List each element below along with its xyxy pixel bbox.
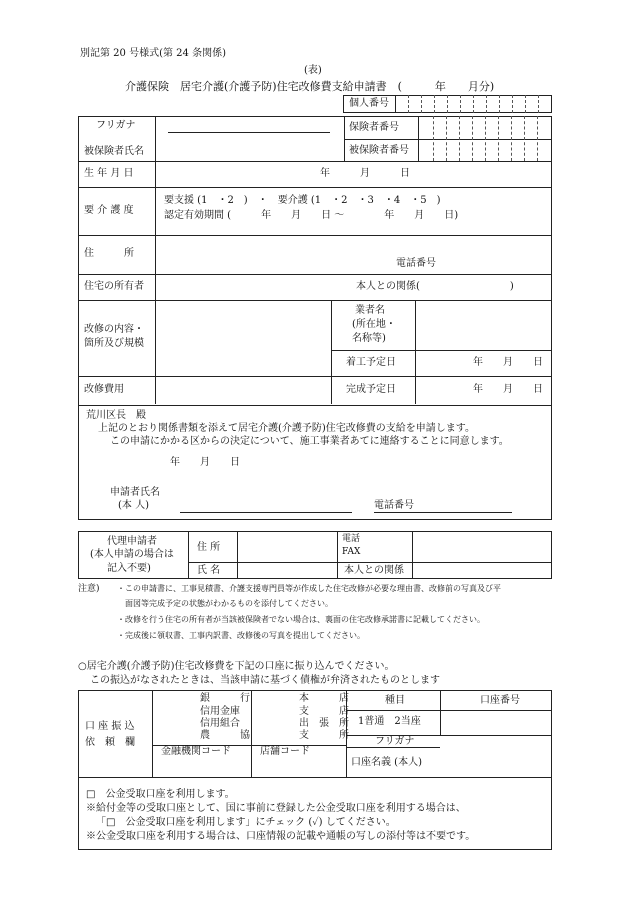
owner-relation: 本人との関係( ): [356, 281, 514, 292]
contents-label-2: 箇所及び規模: [84, 338, 144, 349]
addressee: 荒川区長 殿: [86, 410, 146, 421]
proxy-fax-label: FAX: [342, 547, 361, 557]
digit-separator: [421, 95, 422, 113]
holder-furigana-label: フリガナ: [375, 736, 415, 747]
inst-type: 銀 行: [200, 693, 250, 704]
proxy-label-3: 記入不要): [107, 563, 151, 574]
form-title: 介護保険 居宅介護(介護予防)住宅改修費支給申請書 ( 年 月分): [125, 80, 495, 93]
public-account-note-1: ※給付金等の受取口座として、国に事前に登録した公金受取口座を利用する場合は、: [86, 803, 466, 814]
digit-separator: [473, 95, 474, 113]
notes-label: 注意): [78, 584, 100, 594]
applicant-phone-label: 電話番号: [374, 500, 414, 511]
public-account-note-3: ※公金受取口座を利用する場合は、口座情報の記載や通帳の写しの添付等は不要です。: [86, 831, 476, 842]
branch-type: 支 店: [299, 706, 349, 717]
note-line: ・改修を行う住宅の所有者が当該被保険者でない場合は、裏面の住宅改修承諾書に記載してください。: [117, 615, 485, 624]
public-account-note-2: 「□ 公金受取口座を利用します」にチェック (✓) してください。: [96, 817, 396, 828]
account-number-header: 口座番号: [480, 695, 520, 706]
public-account-checkbox[interactable]: □ 公金受取口座を利用します。: [86, 789, 235, 800]
account-type-header: 種目: [385, 695, 405, 706]
applicant-label-1: 申請者氏名: [110, 487, 160, 498]
digit-separator: [512, 95, 513, 113]
branch-type: 本 店: [299, 693, 349, 704]
birth-label: 生 年 月 日: [84, 168, 134, 179]
digit-separator: [459, 116, 460, 161]
applicant-label-2: (本 人): [118, 500, 149, 511]
note-line: ・完成後に領収書、工事内訳書、改修後の写真を提出してください。: [117, 631, 365, 640]
digit-separator: [447, 95, 448, 113]
account-type-value: 1普通 2当座: [358, 716, 421, 727]
branch-type: 支 所: [299, 730, 349, 741]
digit-separator: [499, 95, 500, 113]
declaration-date: 年 月 日: [170, 457, 240, 468]
address-label: 住 所: [84, 248, 134, 259]
care-level-label: 要 介 護 度: [84, 205, 134, 216]
declaration-line-1: 上記のとおり関係書類を添えて居宅介護(介護予防)住宅改修費の支給を申請します。: [98, 423, 476, 434]
owner-label: 住宅の所有者: [84, 281, 144, 292]
digit-separator: [485, 116, 486, 161]
inst-type: 信用組合: [200, 718, 240, 729]
start-date-value: 年 月 日: [473, 357, 543, 368]
end-date-value: 年 月 日: [473, 384, 543, 395]
contractor-label-2: (所在地・: [352, 319, 396, 330]
bank-intro-1: ○居宅介護(介護予防)住宅改修費を下記の口座に振り込んでください。: [78, 661, 395, 672]
note-line: 面図等完成予定の状態がわかるものを添付してください。: [125, 599, 333, 608]
insured-number-label: 被保険者番号: [349, 145, 409, 156]
applicant-name-field[interactable]: [180, 512, 352, 513]
digit-separator: [498, 116, 499, 161]
cost-label: 改修費用: [84, 384, 124, 395]
insurer-number-label: 保険者番号: [349, 122, 399, 133]
insured-name-label: 被保険者氏名: [84, 146, 144, 157]
proxy-address-label: 住 所: [197, 542, 221, 553]
declaration-line-2: この申請にかかる区からの決定について、施工事業者あてに連絡することに同意します。: [110, 436, 509, 447]
branch-code-label: 店舗コード: [260, 746, 310, 757]
digit-separator: [524, 116, 525, 161]
proxy-phone-label: 電話: [342, 534, 361, 544]
proxy-name-label: 氏 名: [197, 565, 221, 576]
inst-type: 信用金庫: [200, 706, 240, 717]
personal-number-label: 個人番号: [349, 98, 389, 109]
digit-separator: [511, 116, 512, 161]
digit-separator: [446, 116, 447, 161]
account-holder-label: 口座名義 (本人): [351, 757, 422, 768]
digit-separator: [460, 95, 461, 113]
birth-value: 年 月 日: [320, 168, 410, 179]
form-number: 別記第 20 号様式(第 24 条関係): [80, 48, 226, 59]
bank-intro-2: この振込がなされたときは、当該申請に基づく債権が弁済されたものとします: [90, 675, 440, 686]
digit-separator: [434, 95, 435, 113]
care-support-options: 要支援 (1 ・2 ) ・ 要介護 (1 ・2 ・3 ・4 ・5 ): [164, 195, 441, 206]
digit-separator: [525, 95, 526, 113]
start-date-label: 着工予定日: [346, 357, 396, 368]
contractor-label-3: 名称等): [352, 333, 386, 344]
branch-type: 出 張 所: [299, 718, 349, 729]
proxy-relation-label: 本人との関係: [344, 565, 404, 576]
digit-separator: [433, 116, 434, 161]
furigana-label: フリガナ: [96, 120, 136, 131]
note-line: ・この申請書に、工事見積書、介護支援専門員等が作成した住宅改修が必要な理由書、改修前の写真及び平: [117, 584, 501, 593]
digit-separator: [538, 95, 539, 113]
digit-separator: [408, 95, 409, 113]
proxy-label-2: (本人申請の場合は: [90, 549, 174, 560]
care-period: 認定有効期間 ( 年 月 日 〜 年 月 日): [164, 210, 459, 221]
contents-label-1: 改修の内容・: [84, 324, 144, 335]
inst-code-label: 金融機関コード: [161, 746, 231, 757]
inst-type: 農 協: [200, 730, 250, 741]
form-side: (表): [304, 65, 322, 76]
applicant-phone-field[interactable]: [374, 512, 512, 513]
digit-separator: [486, 95, 487, 113]
bank-label-1: 口 座 振 込: [85, 721, 135, 732]
end-date-label: 完成予定日: [346, 384, 396, 395]
bank-label-2: 依 頼 欄: [85, 737, 135, 748]
digit-separator: [537, 116, 538, 161]
proxy-label-1: 代理申請者: [107, 536, 157, 547]
furigana-field[interactable]: [168, 132, 330, 133]
phone-label: 電話番号: [396, 258, 436, 269]
digit-separator: [472, 116, 473, 161]
contractor-label-1: 業者名: [355, 305, 385, 316]
